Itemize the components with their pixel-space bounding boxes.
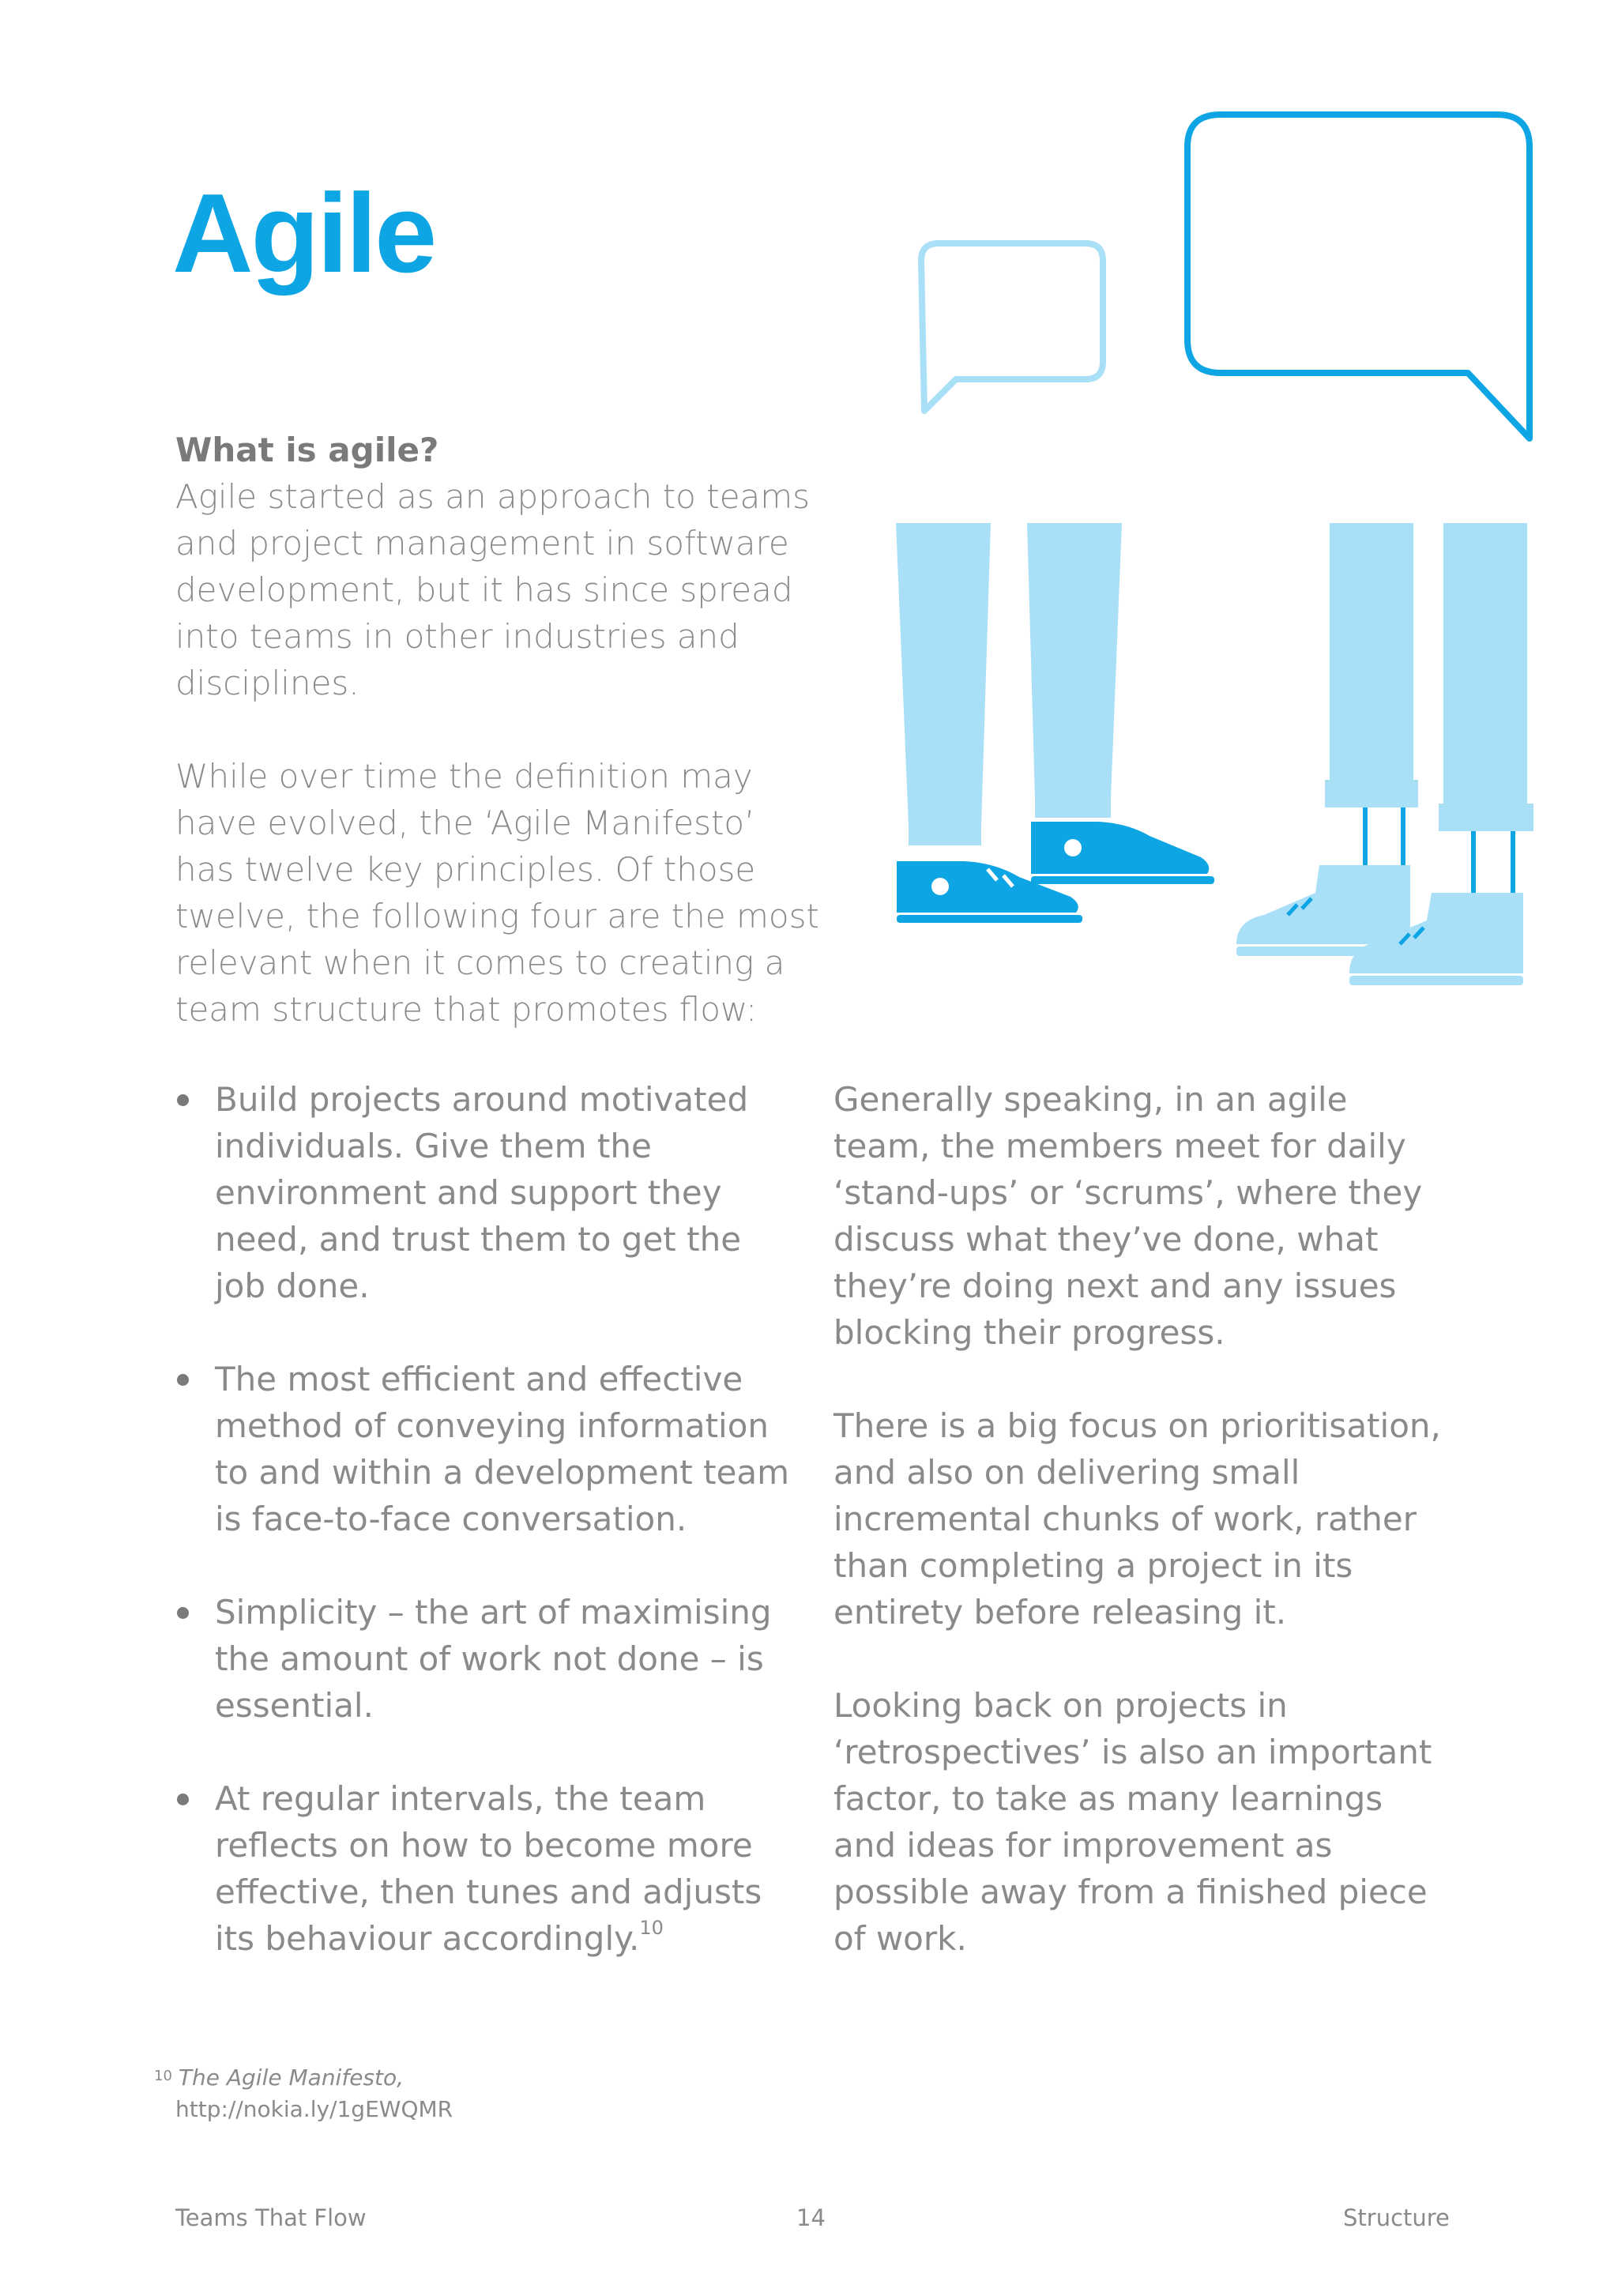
- list-item: At regular intervals, the team reflects on how to become more effective, then tunes and adjusts its behaviour accordingly.$^{10}$: [175, 1775, 800, 1962]
- bullet-icon: [177, 1374, 189, 1386]
- right-paragraph-3: Looking back on projects in ‘retrospectives’ is also an important factor, to take as many learnings and ideas for improvement as possible away from a finished piece of work.: [833, 1686, 1432, 1958]
- bullet-icon: [177, 1607, 189, 1619]
- bullet-icon: [177, 1094, 189, 1106]
- intro-paragraph-1: Agile started as an approach to teams and project management in software development, but it has since spread into teams in other industries and disciplines.: [175, 477, 811, 702]
- footnote-link[interactable]: http://nokia.ly/1gEWQMR: [175, 2096, 453, 2122]
- right-column: [833, 1076, 1450, 2008]
- bullet-icon: [177, 1794, 189, 1805]
- list-item: The most efficient and effective method of conveying information to and within a development team is face-to-face conversation.: [175, 1356, 800, 1542]
- footer-left: Teams That Flow: [175, 2204, 367, 2231]
- right-paragraph-2: There is a big focus on prioritisation, and also on delivering small incremental chunks of work, rather than completing a project in its entirety before releasing it.: [833, 1406, 1441, 1632]
- footnote-citation: The Agile Manifesto,: [178, 2065, 404, 2091]
- footnote: [154, 2062, 453, 2125]
- footer-right: Structure: [1343, 2204, 1450, 2231]
- right-paragraph-1: Generally speaking, in an agile team, the members meet for daily ‘stand-ups’ or ‘scrums’, where they discuss what they’ve done, what they’re doing next and any issues blocking their progress.: [833, 1080, 1423, 1352]
- page-number: 14: [796, 2204, 826, 2231]
- intro-heading: What is agile?: [175, 431, 439, 469]
- right-person-legs-icon: [1236, 523, 1533, 985]
- intro-paragraph-2: While over time the definition may have evolved, the ‘Agile Manifesto’ has twelve key principles. Of those twelve, the following four are the most relevant when it comes to creating a team structure that promotes flow:: [175, 757, 819, 1029]
- conversation-illustration: [877, 111, 1556, 996]
- list-item: Simplicity – the art of maximising the amount of work not done – is essential.: [175, 1589, 800, 1729]
- left-person-legs-icon: [896, 523, 1214, 923]
- principles-list: [175, 1076, 800, 2008]
- intro-section: [175, 427, 823, 1033]
- large-speech-bubble-icon: [1187, 115, 1530, 438]
- footnote-number: 10: [154, 2068, 172, 2084]
- small-speech-bubble-icon: [921, 243, 1103, 411]
- footnote-reference: 10: [639, 1917, 664, 1939]
- page-title: Agile: [172, 171, 435, 296]
- list-item: Build projects around motivated individuals. Give them the environment and support they need, and trust them to get the job done.: [175, 1076, 800, 1309]
